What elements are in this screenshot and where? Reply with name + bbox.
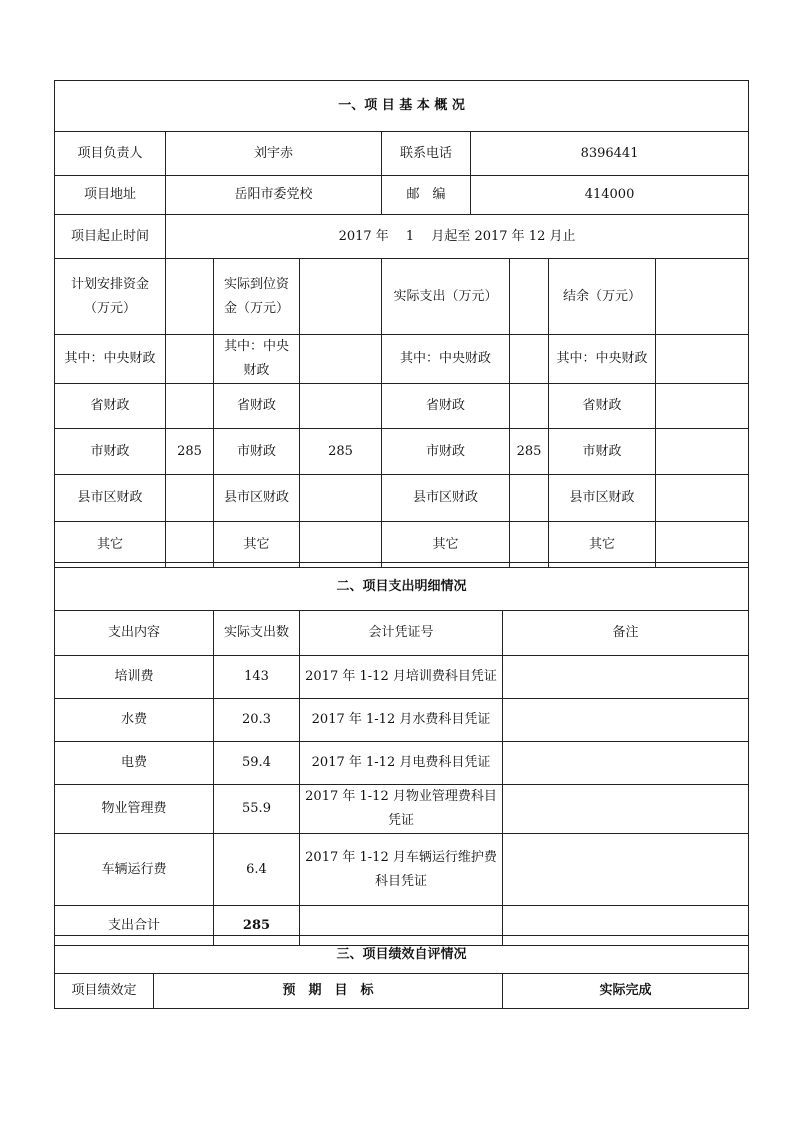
funding-row	[55, 429, 749, 475]
expense-row	[55, 699, 749, 742]
funding-row	[55, 384, 749, 429]
empty-cell	[300, 259, 382, 335]
funding-source-label: 省财政	[382, 384, 510, 429]
expense-voucher: 2017 年 1-12 月物业管理费科目凭证	[300, 785, 503, 834]
expense-amount: 20.3	[214, 699, 300, 742]
funding-amount: 285	[166, 429, 214, 475]
expense-item: 电费	[55, 742, 214, 785]
spent-header: 实际支出（万元）	[382, 259, 510, 335]
address-value: 岳阳市委党校	[166, 176, 382, 215]
funding-source-label: 省财政	[549, 384, 656, 429]
expense-item: 培训费	[55, 656, 214, 699]
expense-amount: 6.4	[214, 834, 300, 906]
funding-source-label: 市财政	[382, 429, 510, 475]
header-amount: 实际支出数	[214, 611, 300, 656]
expense-detail-table	[54, 562, 749, 946]
funding-amount	[300, 522, 382, 568]
expense-item: 车辆运行费	[55, 834, 214, 906]
funding-amount	[166, 335, 214, 384]
funding-source-label: 其中：中央财政	[549, 335, 656, 384]
expense-note	[503, 699, 749, 742]
header-item: 支出内容	[55, 611, 214, 656]
empty-cell	[510, 259, 549, 335]
performance-label: 项目绩效定	[55, 974, 154, 1009]
funding-source-label: 省财政	[214, 384, 300, 429]
expense-amount: 143	[214, 656, 300, 699]
funding-source-label: 其它	[549, 522, 656, 568]
phone-value: 8396441	[471, 132, 749, 176]
expense-row	[55, 742, 749, 785]
performance-table	[54, 935, 749, 1009]
expense-row	[55, 785, 749, 834]
address-label: 项目地址	[55, 176, 166, 215]
funding-amount: 285	[300, 429, 382, 475]
funding-source-label: 其中：中央财政	[55, 335, 166, 384]
funding-amount	[510, 335, 549, 384]
basic-info-table	[54, 80, 749, 568]
expense-voucher: 2017 年 1-12 月培训费科目凭证	[300, 656, 503, 699]
funding-amount	[300, 384, 382, 429]
balance-header: 结余（万元）	[549, 259, 656, 335]
expense-item: 水费	[55, 699, 214, 742]
expense-note	[503, 785, 749, 834]
funding-amount	[510, 475, 549, 522]
header-note: 备注	[503, 611, 749, 656]
funding-amount	[656, 384, 749, 429]
expected-goal-header: 预 期 目 标	[154, 974, 503, 1009]
leader-label: 项目负责人	[55, 132, 166, 176]
period-value: 2017 年 1 月起至 2017 年 12 月止	[166, 215, 749, 259]
funding-source-label: 县市区财政	[382, 475, 510, 522]
funding-source-label: 县市区财政	[214, 475, 300, 522]
total-value: 285	[214, 906, 300, 946]
received-header: 实际到位资金（万元）	[214, 259, 300, 335]
funding-amount: 285	[510, 429, 549, 475]
funding-amount	[166, 522, 214, 568]
empty-cell	[166, 259, 214, 335]
section2-title: 二、项目支出明细情况	[55, 563, 749, 611]
planned-header: 计划安排资金（万元）	[55, 259, 166, 335]
funding-amount	[656, 522, 749, 568]
expense-voucher: 2017 年 1-12 月水费科目凭证	[300, 699, 503, 742]
funding-source-label: 省财政	[55, 384, 166, 429]
total-label: 支出合计	[55, 906, 214, 946]
funding-source-label: 其中：中央财政	[382, 335, 510, 384]
actual-completion-header: 实际完成	[503, 974, 749, 1009]
funding-amount	[656, 475, 749, 522]
zip-value: 414000	[471, 176, 749, 215]
phone-label: 联系电话	[382, 132, 471, 176]
funding-source-label: 其它	[382, 522, 510, 568]
funding-source-label: 市财政	[549, 429, 656, 475]
funding-amount	[510, 384, 549, 429]
funding-source-label: 其中：中央财政	[214, 335, 300, 384]
funding-row	[55, 335, 749, 384]
funding-source-label: 其它	[214, 522, 300, 568]
funding-amount	[656, 335, 749, 384]
expense-note	[503, 834, 749, 906]
section3-title: 三、项目绩效自评情况	[55, 936, 749, 974]
funding-amount	[300, 335, 382, 384]
expense-row	[55, 834, 749, 906]
expense-item: 物业管理费	[55, 785, 214, 834]
funding-source-label: 市财政	[55, 429, 166, 475]
expense-voucher: 2017 年 1-12 月电费科目凭证	[300, 742, 503, 785]
funding-row	[55, 475, 749, 522]
expense-note	[503, 656, 749, 699]
funding-source-label: 市财政	[214, 429, 300, 475]
expense-row	[55, 656, 749, 699]
leader-value: 刘宇赤	[166, 132, 382, 176]
expense-note	[503, 742, 749, 785]
zip-label: 邮 编	[382, 176, 471, 215]
funding-row	[55, 522, 749, 568]
expense-amount: 59.4	[214, 742, 300, 785]
funding-source-label: 县市区财政	[549, 475, 656, 522]
funding-amount	[166, 384, 214, 429]
expense-voucher: 2017 年 1-12 月车辆运行维护费科目凭证	[300, 834, 503, 906]
empty-cell	[656, 259, 749, 335]
section1-title: 一、项 目 基 本 概 况	[55, 81, 749, 132]
funding-amount	[300, 475, 382, 522]
funding-amount	[166, 475, 214, 522]
funding-source-label: 其它	[55, 522, 166, 568]
funding-source-label: 县市区财政	[55, 475, 166, 522]
header-voucher: 会计凭证号	[300, 611, 503, 656]
funding-amount	[510, 522, 549, 568]
period-label: 项目起止时间	[55, 215, 166, 259]
expense-amount: 55.9	[214, 785, 300, 834]
funding-amount	[656, 429, 749, 475]
